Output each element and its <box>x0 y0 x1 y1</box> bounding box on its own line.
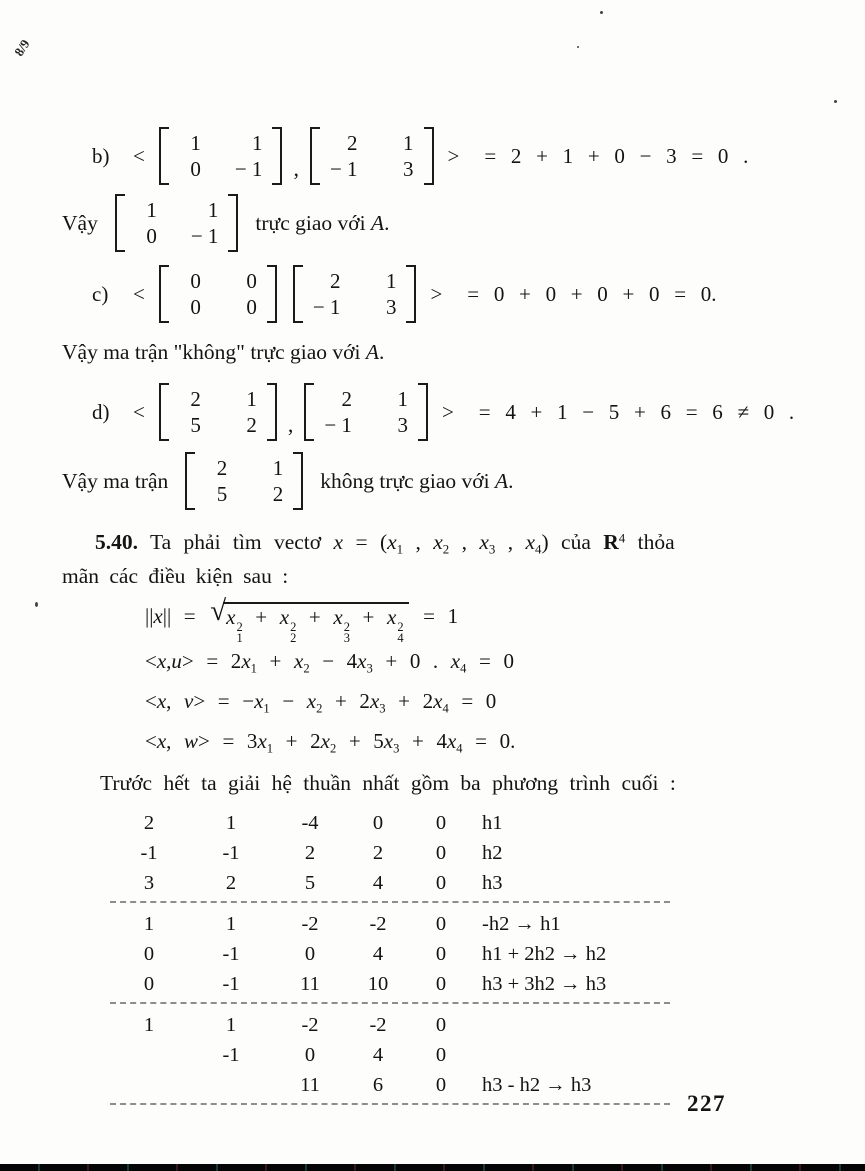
table-group <box>110 1010 670 1105</box>
coefficient-cell: 0 <box>435 972 447 995</box>
row-operation: h3 - h2 → h3 <box>482 1073 592 1096</box>
table-row <box>110 1040 670 1070</box>
conclusion-d-pre: Vậy ma trận <box>62 468 169 493</box>
matrix-left-bracket <box>304 383 314 441</box>
coefficient-cell: 5 <box>304 871 316 894</box>
matrix-entry: 2 <box>190 387 201 411</box>
matrix-entry: 5 <box>216 482 228 506</box>
matrix-entry: − 1 <box>312 295 341 319</box>
coefficient-cell: -1 <box>222 1043 240 1066</box>
conclusion-b-post: trực giao với A. <box>255 210 390 235</box>
solution-line-b <box>92 124 807 188</box>
matrix-left-bracket <box>159 265 169 323</box>
matrix-left-bracket <box>159 383 169 441</box>
matrix-entry: 1 <box>190 131 201 155</box>
conclusion-b <box>62 194 807 252</box>
matrix-b2 <box>310 127 434 185</box>
matrix-left-bracket <box>185 452 195 510</box>
problem-540-line2: mãn các điều kiện sau : <box>62 564 289 588</box>
matrix-body <box>169 265 267 323</box>
matrix-right-bracket <box>267 383 277 441</box>
matrix-c1 <box>159 265 277 323</box>
scan-speck <box>577 46 579 48</box>
matrix-entry: 1 <box>251 131 263 155</box>
row-reduction-table <box>110 808 807 1105</box>
row-operation: h3 <box>482 871 503 894</box>
intro-line: Trước hết ta giải hệ thuần nhất gồm ba phương trình cuối : <box>100 771 676 795</box>
row-operation: h1 <box>482 811 503 834</box>
row-operation: h3 + 3h2 → h3 <box>482 972 607 995</box>
close-angle-bracket: > <box>447 143 460 168</box>
matrix-body <box>320 127 424 185</box>
matrix-c2 <box>293 265 417 323</box>
coefficient-cell: -2 <box>301 1013 319 1036</box>
matrix-entry: 2 <box>341 387 352 411</box>
matrix-body <box>195 452 293 510</box>
coefficient-cell: -1 <box>222 841 240 864</box>
table-row <box>110 939 670 969</box>
coefficient-cell: -1 <box>222 942 240 965</box>
coefficient-cell: 2 <box>372 841 384 864</box>
table-row <box>110 808 670 838</box>
comma: , <box>287 412 294 437</box>
matrix-entry: 1 <box>207 198 219 222</box>
table-group <box>110 808 670 903</box>
matrix-entry: − 1 <box>324 413 352 437</box>
coefficient-cell: -1 <box>140 841 158 864</box>
coefficient-cell: 4 <box>372 942 384 965</box>
matrix-body <box>303 265 407 323</box>
coefficient-cell: 1 <box>225 1013 237 1036</box>
coefficient-cell: 6 <box>372 1073 384 1096</box>
table-row <box>110 838 670 868</box>
scan-speck <box>35 602 38 607</box>
coefficient-cell: 2 <box>304 841 316 864</box>
coefficient-cell: 0 <box>435 871 447 894</box>
open-angle-bracket: < <box>133 143 145 168</box>
coefficient-cell: 3 <box>143 871 155 894</box>
coefficient-cell: -2 <box>369 1013 387 1036</box>
coefficient-cell: 4 <box>372 871 384 894</box>
table-row <box>110 868 670 898</box>
matrix-body <box>125 194 229 252</box>
matrix-right-bracket <box>418 383 428 441</box>
matrix-body <box>314 383 418 441</box>
matrix-d1 <box>159 383 277 441</box>
coefficient-cell: -2 <box>301 912 319 935</box>
coefficient-cell: 0 <box>304 1043 316 1066</box>
coefficient-cell: -4 <box>301 811 319 834</box>
table-row <box>110 1070 670 1100</box>
matrix-entry: − 1 <box>234 157 263 181</box>
matrix-entry: 0 <box>190 269 201 293</box>
conclusion-c-text: Vậy ma trận "không" trực giao với A. <box>62 339 385 364</box>
solution-line-d <box>92 380 807 444</box>
page-number: 227 <box>687 1091 726 1116</box>
matrix-entry: 1 <box>246 387 257 411</box>
matrix-entry: 0 <box>190 157 201 181</box>
scan-edge-bar <box>0 1164 865 1171</box>
matrix-right-bracket <box>293 452 303 510</box>
coefficient-cell: 0 <box>435 942 447 965</box>
conclusion-b-pre: Vậy <box>62 210 98 235</box>
scan-speck <box>600 11 603 14</box>
matrix-entry: 1 <box>397 387 408 411</box>
matrix-d-conclusion <box>185 452 303 510</box>
coefficient-cell: 0 <box>372 811 384 834</box>
matrix-entry: 0 <box>146 224 157 248</box>
corner-mark: 8/9 <box>11 36 33 59</box>
matrix-entry: 0 <box>246 269 257 293</box>
close-angle-bracket: > <box>430 281 443 306</box>
part-label-b: b) <box>92 143 110 168</box>
coefficient-cell: 2 <box>225 871 237 894</box>
matrix-right-bracket <box>228 194 238 252</box>
coefficient-cell: 2 <box>143 811 155 834</box>
part-label-d: d) <box>92 399 110 424</box>
conclusion-c <box>62 338 807 366</box>
result-d: = 4 + 1 − 5 + 6 = 6 ≠ 0 . <box>478 399 795 424</box>
scan-speck <box>834 100 837 103</box>
matrix-right-bracket <box>406 265 416 323</box>
matrix-body <box>169 127 273 185</box>
coefficient-cell: 0 <box>435 811 447 834</box>
matrix-b-conclusion <box>115 194 239 252</box>
matrix-entry: − 1 <box>329 157 358 181</box>
coefficient-cell: 0 <box>304 942 316 965</box>
coefficient-cell: 0 <box>435 1073 447 1096</box>
coefficient-cell: 0 <box>435 1013 447 1036</box>
coefficient-cell: 11 <box>300 972 320 995</box>
matrix-left-bracket <box>310 127 320 185</box>
matrix-left-bracket <box>293 265 303 323</box>
result-c: = 0 + 0 + 0 + 0 = 0. <box>467 281 717 306</box>
matrix-left-bracket <box>159 127 169 185</box>
matrix-right-bracket <box>267 265 277 323</box>
coefficient-cell: 1 <box>225 912 237 935</box>
matrix-entry: 1 <box>146 198 157 222</box>
coefficient-cell: 0 <box>143 972 155 995</box>
matrix-entry: 1 <box>385 269 397 293</box>
matrix-d2 <box>304 383 428 441</box>
equation-xu: $<x,u> = 2x_1 + x_2 - 4x_3 + 0$ . $x_4 = 0$ <box>145 649 514 676</box>
matrix-entry: 1 <box>403 131 414 155</box>
matrix-left-bracket <box>115 194 125 252</box>
problem-540-line1: 5.40. Ta phải tìm vectơ $x = (x_1$ , $x_2$ , $x_3$ , $x_4$) của $R^4$ thỏa <box>95 530 675 557</box>
matrix-entry: 0 <box>246 295 257 319</box>
coefficient-cell: 0 <box>143 942 155 965</box>
coefficient-cell: -2 <box>369 912 387 935</box>
matrix-entry: 3 <box>403 157 414 181</box>
matrix-entry: 2 <box>246 413 257 437</box>
equation-xv: <x, $v> = -x_1 - x_2 + 2x_3 + 2x_4 = 0$ <box>145 689 497 716</box>
equation-xw: <x, $w> = 3x_1 + 2x_2 + 5x_3 + 4x_4 = 0$. <box>145 729 516 756</box>
matrix-entry: 2 <box>272 482 284 506</box>
coefficient-cell: 0 <box>435 912 447 935</box>
coefficient-cell: 10 <box>367 972 389 995</box>
matrix-entry: 3 <box>397 413 408 437</box>
coefficient-cell: -1 <box>222 972 240 995</box>
page-content <box>62 124 807 1111</box>
equation-norm: ||x|| = √ x 2 1 + x 2 2 + x 2 3 + x 2 4 = 1 <box>145 595 459 645</box>
row-operation: h2 <box>482 841 503 864</box>
solution-line-c <box>92 262 807 326</box>
coefficient-cell: 0 <box>435 841 447 864</box>
close-angle-bracket: > <box>441 399 454 424</box>
matrix-entry: 2 <box>347 131 358 155</box>
coefficient-cell: 1 <box>143 1013 155 1036</box>
matrix-entry: 0 <box>190 295 201 319</box>
matrix-entry: 5 <box>190 413 201 437</box>
open-angle-bracket: < <box>133 399 145 424</box>
row-operation: h1 + 2h2 → h2 <box>482 942 607 965</box>
result-b: = 2 + 1 + 0 − 3 = 0 . <box>484 143 749 168</box>
coefficient-cell: 1 <box>225 811 237 834</box>
matrix-entry: − 1 <box>190 224 219 248</box>
table-row <box>110 1010 670 1040</box>
matrix-right-bracket <box>272 127 282 185</box>
conclusion-d <box>62 452 807 510</box>
matrix-entry: 2 <box>329 269 341 293</box>
matrix-entry: 3 <box>385 295 397 319</box>
matrix-right-bracket <box>424 127 434 185</box>
coefficient-cell: 11 <box>300 1073 320 1096</box>
table-row <box>110 969 670 999</box>
row-operation: -h2 → h1 <box>482 912 561 935</box>
table-group <box>110 909 670 1004</box>
matrix-body <box>169 383 267 441</box>
matrix-entry: 1 <box>272 456 284 480</box>
open-angle-bracket: < <box>133 281 145 306</box>
coefficient-cell: 4 <box>372 1043 384 1066</box>
part-label-c: c) <box>92 281 109 306</box>
table-row <box>110 909 670 939</box>
matrix-entry: 2 <box>216 456 228 480</box>
conclusion-d-post: không trực giao với A. <box>320 468 514 493</box>
matrix-b1 <box>159 127 283 185</box>
coefficient-cell: 1 <box>143 912 155 935</box>
comma: , <box>293 156 299 181</box>
coefficient-cell: 0 <box>435 1043 447 1066</box>
